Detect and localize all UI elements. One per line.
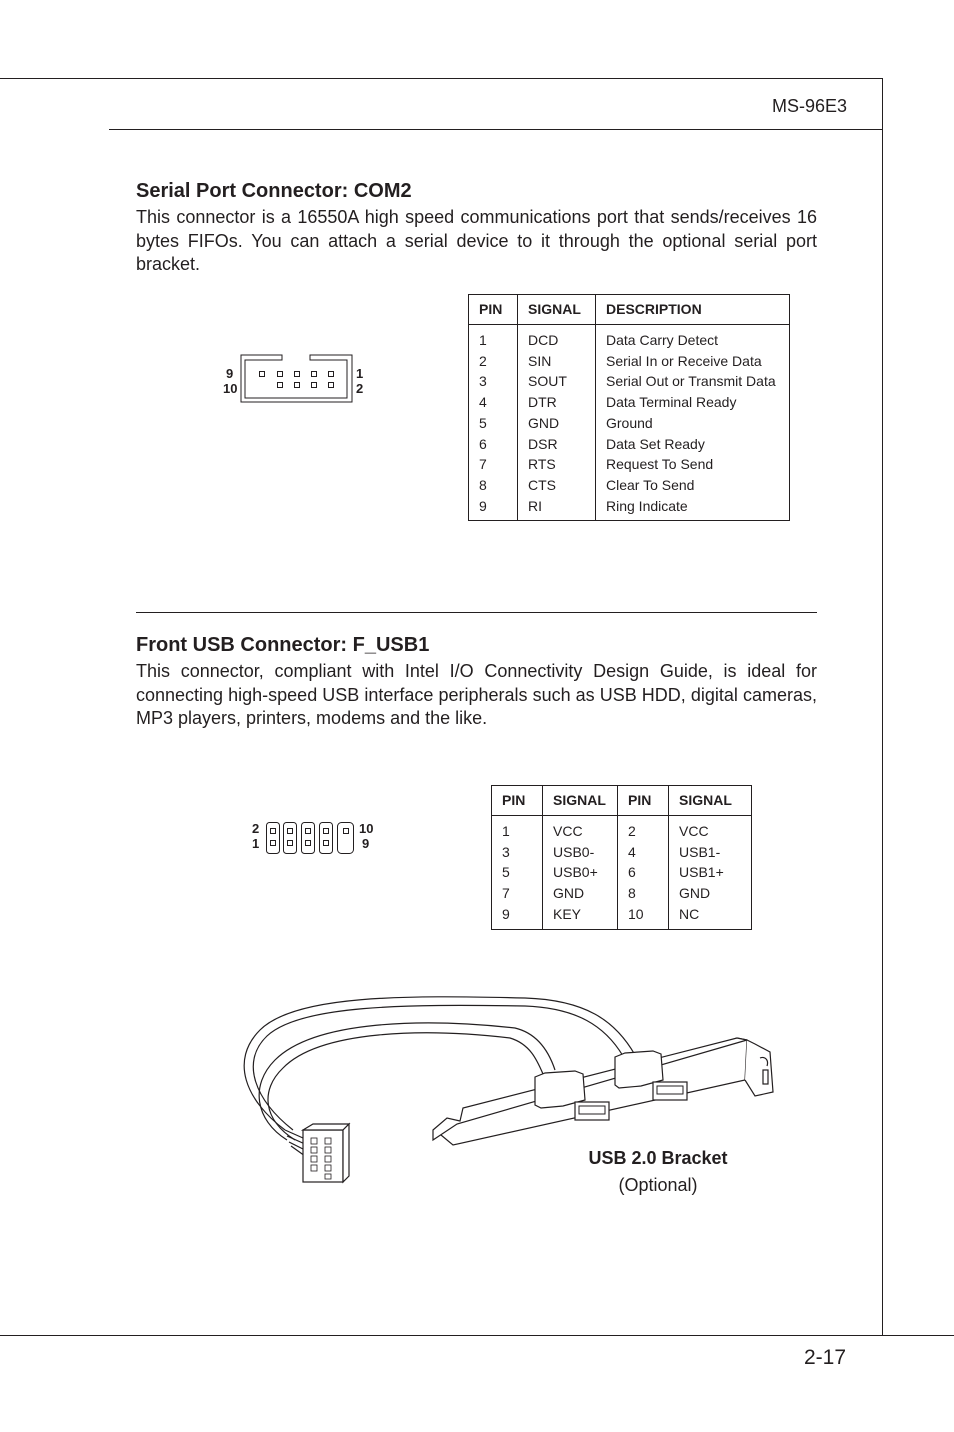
com2-pin-label-bottom-left: 10 bbox=[223, 381, 238, 396]
table-cell: 1 bbox=[479, 332, 487, 348]
usb-even-pin-column bbox=[618, 816, 669, 930]
table-cell: Ring Indicate bbox=[606, 497, 688, 514]
table-cell: 1 bbox=[502, 823, 510, 839]
table-cell: Serial In or Receive Data bbox=[606, 352, 762, 369]
com2-heading: Serial Port Connector: COM2 bbox=[136, 180, 412, 202]
usb-pin-label-bottom-left: 1 bbox=[252, 836, 260, 851]
usb-col-header-signal-odd: SIGNAL bbox=[543, 786, 618, 816]
bracket-note: (Optional) bbox=[618, 1175, 698, 1195]
table-cell: VCC bbox=[679, 823, 709, 839]
right-margin-rule bbox=[882, 78, 883, 1336]
model-number: MS-96E3 bbox=[771, 96, 847, 116]
usb-pin-label-bottom-right: 9 bbox=[362, 836, 370, 851]
table-cell: 2 bbox=[628, 823, 636, 839]
usb-col-header-pin-odd: PIN bbox=[492, 786, 543, 816]
table-cell: KEY bbox=[553, 905, 582, 922]
com2-description-column bbox=[596, 325, 790, 521]
table-cell: 8 bbox=[479, 476, 487, 493]
table-cell: RTS bbox=[528, 456, 556, 473]
usb-description: This connector, compliant with Intel I/O Connectivity Design Guide, is ideal for connecting high-speed USB interface peripherals such as USB HDD, digital cameras, MP3 players, printers, modems and the like. bbox=[136, 661, 817, 728]
usb-pin-table bbox=[491, 785, 752, 930]
table-cell: USB0+ bbox=[553, 864, 598, 881]
table-cell: NC bbox=[679, 905, 700, 922]
table-cell: GND bbox=[528, 414, 560, 431]
table-cell: SIN bbox=[528, 352, 552, 369]
table-cell: USB1- bbox=[679, 843, 721, 860]
table-cell: SOUT bbox=[528, 373, 567, 390]
table-cell: 4 bbox=[479, 394, 487, 411]
usb-even-signal-column bbox=[669, 816, 752, 930]
table-cell: 3 bbox=[502, 843, 510, 860]
usb-pin-label-top-right: 10 bbox=[359, 821, 374, 836]
section-divider bbox=[136, 612, 817, 613]
table-cell: 6 bbox=[628, 864, 636, 881]
usb-pin-label-top-left: 2 bbox=[252, 821, 260, 836]
table-cell: Serial Out or Transmit Data bbox=[606, 373, 776, 390]
usb-col-header-pin-even: PIN bbox=[618, 786, 669, 816]
table-cell: 8 bbox=[628, 885, 636, 902]
table-cell: GND bbox=[553, 885, 585, 902]
com2-col-header-pin: PIN bbox=[469, 295, 518, 325]
table-cell: 7 bbox=[502, 885, 510, 902]
usb-header-diagram bbox=[264, 820, 358, 856]
table-cell: 6 bbox=[479, 435, 487, 452]
usb-odd-signal-column bbox=[543, 816, 618, 930]
com2-col-header-description: DESCRIPTION bbox=[596, 295, 790, 325]
usb-col-header-signal-even: SIGNAL bbox=[669, 786, 752, 816]
bottom-rule bbox=[0, 1335, 954, 1336]
top-rule bbox=[0, 78, 883, 79]
table-cell: Data Carry Detect bbox=[606, 332, 719, 348]
com2-pin-table bbox=[468, 294, 790, 521]
com2-pin-column bbox=[469, 325, 518, 521]
table-cell: GND bbox=[679, 885, 711, 902]
com2-pin-label-top-right: 1 bbox=[356, 366, 364, 381]
table-cell: 9 bbox=[502, 905, 510, 922]
table-cell: 5 bbox=[502, 864, 510, 881]
com2-pin-label-top-left: 9 bbox=[226, 366, 234, 381]
table-cell: DTR bbox=[528, 394, 557, 411]
table-cell: 9 bbox=[479, 497, 487, 514]
table-cell: Request To Send bbox=[606, 456, 714, 473]
table-cell: 2 bbox=[479, 352, 487, 369]
header-rule bbox=[109, 129, 883, 130]
table-cell: DSR bbox=[528, 435, 558, 452]
table-cell: USB1+ bbox=[679, 864, 724, 881]
table-cell: Ground bbox=[606, 414, 653, 431]
com2-description: This connector is a 16550A high speed communications port that sends/receives 16 bytes FIFOs. You can attach a serial device to it through the optional serial port bracket. bbox=[136, 207, 817, 274]
table-cell: DCD bbox=[528, 332, 559, 348]
table-cell: 3 bbox=[479, 373, 487, 390]
table-cell: RI bbox=[528, 497, 542, 514]
page-number: 2-17 bbox=[803, 1346, 846, 1369]
com2-signal-column bbox=[518, 325, 596, 521]
com2-col-header-signal: SIGNAL bbox=[518, 295, 596, 325]
table-cell: VCC bbox=[553, 823, 583, 839]
usb-heading: Front USB Connector: F_USB1 bbox=[136, 634, 430, 656]
com2-header-diagram bbox=[240, 354, 354, 404]
table-cell: 7 bbox=[479, 456, 487, 473]
table-cell: 5 bbox=[479, 414, 487, 431]
table-cell: USB0- bbox=[553, 843, 595, 860]
bracket-caption: USB 2.0 Bracket bbox=[588, 1148, 728, 1168]
table-cell: 10 bbox=[628, 905, 644, 922]
table-cell: 4 bbox=[628, 843, 636, 860]
table-cell: Data Terminal Ready bbox=[606, 394, 737, 411]
table-cell: Data Set Ready bbox=[606, 435, 705, 452]
usb-odd-pin-column bbox=[492, 816, 543, 930]
com2-pin-label-bottom-right: 2 bbox=[356, 381, 364, 396]
table-cell: Clear To Send bbox=[606, 476, 695, 493]
table-cell: CTS bbox=[528, 476, 556, 493]
